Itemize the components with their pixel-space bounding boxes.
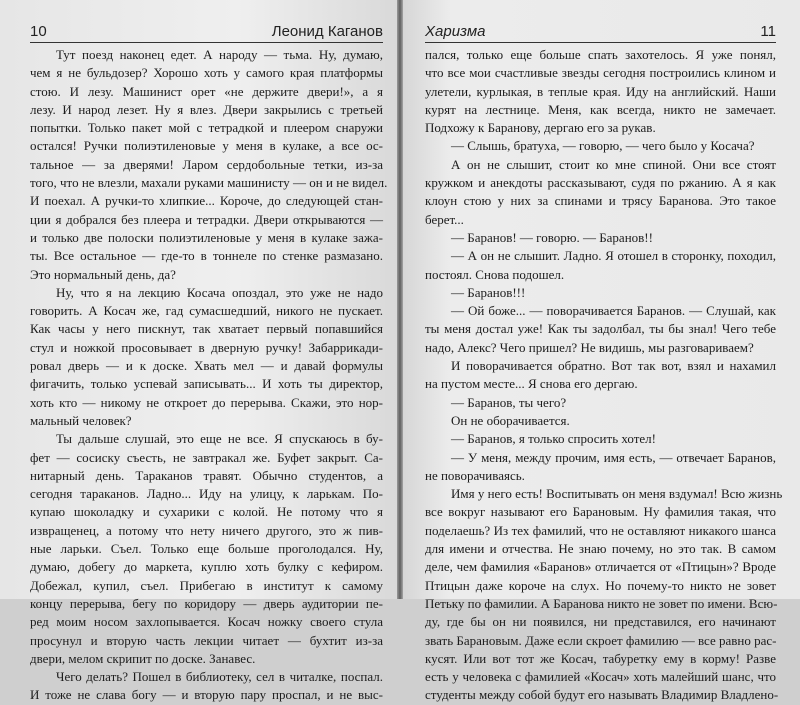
text-line: фигачить, только успевай записывать... И хоть ты директор, (30, 376, 383, 392)
text-line: студенты между собой будут его называть Владимир Владлено- (425, 687, 779, 703)
text-line: берет... (425, 211, 464, 227)
text-line: надо, Алекс? Чего пришел? Не видишь, мы разговариваем? (425, 339, 754, 355)
text-line: на пустом месте... Я снова его дергаю. (425, 376, 638, 392)
text-line: Чего делать? Пошел в библиотеку, сел в читалке, поспал. (56, 669, 383, 685)
text-line: кусят. Или вот тот же Косач, табуретку ему в корму! Разве (425, 650, 776, 666)
left-page-text (30, 46, 388, 705)
text-line: Птицын даже короче на слух. Но почему-то никто не зовет (425, 577, 776, 593)
text-line: лезу. И народ лезет. Ну я влез. Двери закрылись с третьей (30, 101, 383, 117)
right-page-header (425, 22, 776, 43)
text-line: курят на лестнице. Меня, как всегда, никто не замечает. (425, 101, 776, 117)
text-line: просунул и вторую часть лекции читает — бухтит из-за (30, 632, 383, 648)
text-line: ровал дверь — и к доске. Хвать мел — и давай формулы (30, 358, 383, 374)
text-line: — Баранов, я только спросить хотел! (451, 431, 656, 447)
text-line: ду, где бы он ни появился, ни представился, его начинают (425, 614, 776, 630)
text-line: И поворачивается обратно. Вот так вот, взял и нахамил (451, 358, 776, 374)
text-line: ции я добрался без плеера и тетрадки. Двери открываются — (30, 211, 383, 227)
text-line: ные ларьки. Съел. Только еще больше проголодался. Ну, (30, 541, 383, 557)
text-line: попытки. Только пакет мой с тетрадкой и плеером снаружи (30, 120, 383, 136)
text-line: — У меня, между прочим, имя есть, — отвечает Баранов, (451, 449, 776, 465)
text-line: стул и ножкой просовывает в дверную ручку! Забаррикади- (30, 339, 383, 355)
text-line: что все мои счастливые звезды сегодня построились клином и (425, 65, 776, 81)
page-number: 11 (760, 23, 776, 40)
text-line: ты меня достал уже! Как ты задолбал, ты бы знал! Чего тебе (425, 321, 776, 337)
text-line: ты. Все остальное — где-то в тоннеле по стенке размазано. (30, 248, 383, 264)
left-page-header (30, 22, 383, 43)
text-line: для имени и отчества. Не знаю почему, но это так. В самом (425, 541, 776, 557)
text-line: того, что не влезли, махали руками машинисту — он и не видел. (30, 175, 388, 191)
text-line: постоял. Снова подошел. (425, 266, 565, 282)
text-line: двери, мелом скрипит по доске. Занавес. (30, 650, 256, 666)
text-line: Тут поезд наконец едет. А народу — тьма. Ну, думаю, (56, 47, 383, 62)
text-line: Подхожу к Баранову, дергаю его за рукав. (425, 120, 656, 136)
text-line: купаю шоколадку и сухарики с колой. Не потому что я (30, 504, 383, 520)
text-line: мальный человек? (30, 412, 132, 428)
text-line: чем я не бульдозер? Хорошо хоть у самого края платформы (30, 65, 383, 81)
text-line: Ну, что я на лекцию Косача опоздал, это уже не надо (56, 284, 383, 300)
text-line: — Баранов, ты чего? (451, 394, 567, 410)
text-line: И тоже не слава богу — и вторую пару проспал, и не выс- (30, 687, 383, 703)
right-page (403, 0, 800, 703)
right-page-text (425, 46, 783, 705)
text-line: — А он не слышит. Ладно. Я отошел в сторонку, походил, (451, 248, 776, 264)
text-line: — Слышь, братуха, — говорю, — чего было у Косача? (451, 138, 755, 154)
text-line: деле, чем фамилия «Баранов» отличается от «Птицын»? Вроде (425, 559, 776, 575)
text-line: все вокруг называют его Барановым. Ну фамилия такая, что (425, 504, 776, 520)
text-line: звать Барановым. Даже если скроет фамилию — все равно рас- (425, 632, 777, 648)
text-line: нитарный день. Тараканов травят. Обычно студентов, а (30, 467, 383, 483)
text-line: Ты дальше слушай, это еще не все. Я спускаюсь в бу- (56, 431, 383, 447)
text-line: не поворачиваясь. (425, 467, 525, 483)
text-line: извращенец, а потому что нету ничего другого, это ж пив- (30, 522, 383, 538)
text-line: А он не слышит, стоит ко мне спиной. Они все стоят (451, 156, 776, 172)
page-number: 10 (30, 23, 47, 40)
text-line: хоть кто — никому не откроет до перерыва. Скажи, это нор- (30, 394, 383, 410)
text-line: — Ой боже... — поворачивается Баранов. — Слушай, как (451, 303, 776, 319)
text-line: есть у человека с фамилией «Косач» хоть малейший шанс, что (425, 669, 776, 685)
text-line: сегодня тараканов. Ладно... Иду на улицу, к ларькам. По- (30, 486, 383, 502)
text-line: тальное — за дверями! Ларом сердобольные тетки, из-за (30, 156, 383, 172)
text-line: думаю, добегу до маркета, куплю хоть булку с кефиром. (30, 559, 383, 575)
text-line: стою. И лезу. Машинист орет «не держите двери!», а я (30, 83, 383, 99)
text-line: концу перерыва, бегу по коридору — дверь аудитории пе- (30, 595, 383, 611)
left-page (0, 0, 397, 703)
text-line: кружком и анекдоты рассказывают, судя по ржанию. А я как (425, 175, 776, 191)
text-line: фет — сосиску съесть, не завтракал же. Буфет закрыт. Са- (30, 449, 383, 465)
text-line: клоун стою у них за спинами и трясу Баранова. Это такое (425, 193, 776, 209)
text-line: Он не оборачивается. (451, 412, 570, 428)
text-line: Добежал, купил, съел. Прибегаю в институт к самому (30, 577, 383, 593)
text-line: ред моим носом захлопывается. Косач ножку своего стула (30, 614, 383, 630)
text-line: Как часы у него пискнут, так хватает первый попавшийся (30, 321, 383, 337)
running-head-author: Леонид Каганов (271, 23, 383, 40)
text-line: остался! Ручки полиэтиленовые у меня в кулаке, а все ос- (30, 138, 383, 154)
text-line: и только две полоски полиэтиленовые у меня в кулаке зажа- (30, 229, 383, 245)
text-line: пался, только еще больше спать захотелось. Я уже понял, (425, 47, 776, 62)
text-line: говорить. А Косач же, гад сумасшедший, никого не пускает. (30, 303, 383, 319)
text-line: Петьку по фамилии. А Баранова никто не зовет по имени. Всю- (425, 595, 778, 611)
text-line: — Баранов! — говорю. — Баранов!! (451, 229, 653, 245)
text-line: Это нормальный день, да? (30, 266, 176, 282)
text-line: — Баранов!!! (451, 284, 526, 300)
text-line: поделаешь? Из тех фамилий, что не оставляют никакого шанса (425, 522, 776, 538)
running-head-title: Харизма (425, 23, 486, 40)
text-line: Имя у него есть! Воспитывать он меня вздумал! Всю жизнь (451, 486, 783, 502)
text-line: улетели, курлыкая, в теплые края. Иду на английский. Наши (425, 83, 776, 99)
text-line: И поехал. А ручки-то хлипкие... Короче, до следующей стан- (30, 193, 383, 209)
